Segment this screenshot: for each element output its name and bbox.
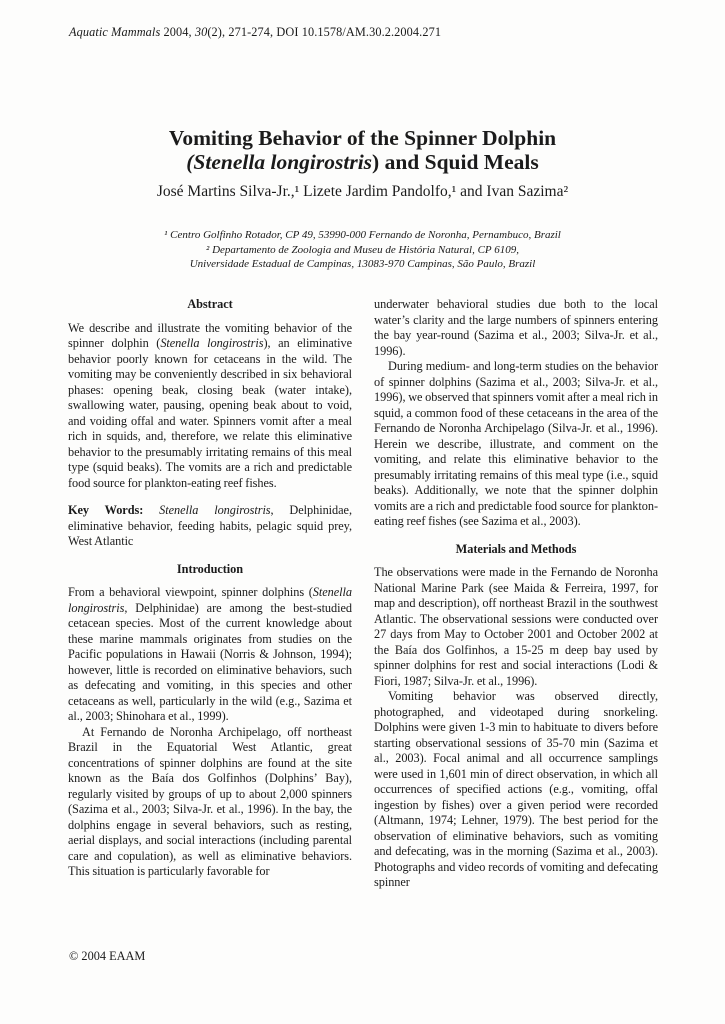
column-left — [68, 297, 352, 891]
paper-title-line1: Vomiting Behavior of the Spinner Dolphin — [168, 126, 557, 150]
section-heading-introduction: Introduction — [176, 561, 244, 576]
introduction-paragraph-3: During medium- and long-term studies on the behavior of spinner dolphins (Sazima et al., 2003; Silva-Jr. et al., 1996), we observed that spinners vomit after a meal rich in squid, a common food of these cetaceans in the area of the Fernando de Noronha Archipelago (Silva-Jr. et al., 1996). Herein we describe, illustrate, and comment on the vomiting, and relate this eliminative behavior to the presumably irritating remains of this meal type (i.e., squid beaks). Additionally, we note that the spinner dolphin vomits are a rich and predictable food source for plankton-eating reef fishes (see Sazima et al., 2003). — [374, 359, 658, 528]
affiliation-line-1: ¹ Centro Golfinho Rotador, CP 49, 53990-000 Fernando de Noronha, Pernambuco, Brazil — [164, 229, 561, 241]
methods-paragraph-2: Vomiting behavior was observed directly, photographed, and videotaped during snorkeling. Dolphins were given 1-3 min to habituate to divers before starting observational sessions of 35-70 min (Sazima et al., 2003). Focal animal and all occurrence samplings were used in 1,601 min of direct observation, in which all occurrences of specified actions (e.g., vomiting, offal ingestion by fishes) over a given period were recorded (Altmann, 1974; Lehner, 1979). The best period for the observation of eliminative behaviors, such as vomiting and defecating, was in the morning (Sazima et al., 2003). Photographs and video records of vomiting and defecating spinner — [374, 689, 658, 889]
affiliations-block — [0, 228, 725, 272]
section-heading-abstract: Abstract — [187, 297, 233, 311]
introduction-continuation-paragraph: underwater behavioral studies due both to the local water’s clarity and the large numbers of spinners entering the bay year-round (Sazima et al., 2003; Silva-Jr. et al., 1996). — [374, 297, 658, 358]
column-right — [374, 297, 658, 891]
two-column-body — [68, 297, 658, 891]
introduction-paragraph-1: From a behavioral viewpoint, spinner dolphins (Stenella longirostris, Delphinidae) are among the best-studied cetacean species. Most of the current knowledge about these marine mammals originates from studies on the Pacific populations in Hawaii (Norris & Johnson, 1994); however, little is recorded on eliminative behaviors, such as defecating and vomiting, in this species and other cetaceans as well, particularly in the wild (e.g., Sazima et al., 2003; Shinohara et al., 1999). — [68, 585, 352, 723]
affiliation-line-3: Universidade Estadual de Campinas, 13083-970 Campinas, São Paulo, Brazil — [189, 258, 536, 270]
title-block — [0, 126, 725, 174]
abstract-paragraph: We describe and illustrate the vomiting behavior of the spinner dolphin (Stenella longirostris), an eliminative behavior poorly known for cetaceans in the wild. The vomiting may be conveniently described in six behavioral phases: opening beak, closing beak (water intake), swallowing water, pausing, opening beak about to void, and voiding offal and water. Spinners vomit after a meal rich in squids, and, therefore, we relate this eliminative behavior to the presumably irritating remains of this meal type (squid beaks). The vomits are a rich and predictable food source for plankton-eating reef fishes. — [68, 320, 352, 490]
paper-title-line2: (Stenella longirostris) and Squid Meals — [186, 150, 539, 174]
keywords-paragraph: Key Words: Stenella longirostris, Delphinidae, eliminative behavior, feeding habits, pelagic squid prey, West Atlantic — [68, 503, 352, 548]
introduction-paragraph-2: At Fernando de Noronha Archipelago, off northeast Brazil in the Equatorial West Atlantic, great concentrations of spinner dolphins are found at the site known as the Baía dos Golfinhos (Dolphins’ Bay), regularly visited by groups of up to about 2,000 spinners (Sazima et al., 2003; Silva-Jr. et al., 1996). In the bay, the dolphins engage in several behaviors, such as resting, aerial displays, and social interactions (including parental care and copulation), as well as eliminative behaviors. This situation is particularly favorable for — [68, 724, 352, 878]
section-heading-materials-methods: Materials and Methods — [455, 541, 577, 556]
affiliation-line-2: ² Departamento de Zoologia and Museu de História Natural, CP 6109, — [206, 243, 519, 256]
copyright-footer: © 2004 EAAM — [69, 949, 146, 963]
authors-line: José Martins Silva-Jr.,¹ Lizete Jardim Pandolfo,¹ and Ivan Sazima² — [156, 183, 569, 200]
methods-paragraph-1: The observations were made in the Fernando de Noronha National Marine Park (see Maida & Ferreira, 1997, for map and description), off northeast Brazil in the southwest Atlantic. The observational sessions were conducted over 27 days from May to October 2001 and October 2002 at the Baía dos Golfinhos, a 15-25 m deep bay used by spinner dolphins for rest and social interactions (Lodi & Fiori, 1987; Silva-Jr. et al., 1996). — [374, 565, 658, 688]
journal-citation-line: Aquatic Mammals 2004, 30(2), 271-274, DOI 10.1578/AM.30.2.2004.271 — [69, 25, 442, 39]
